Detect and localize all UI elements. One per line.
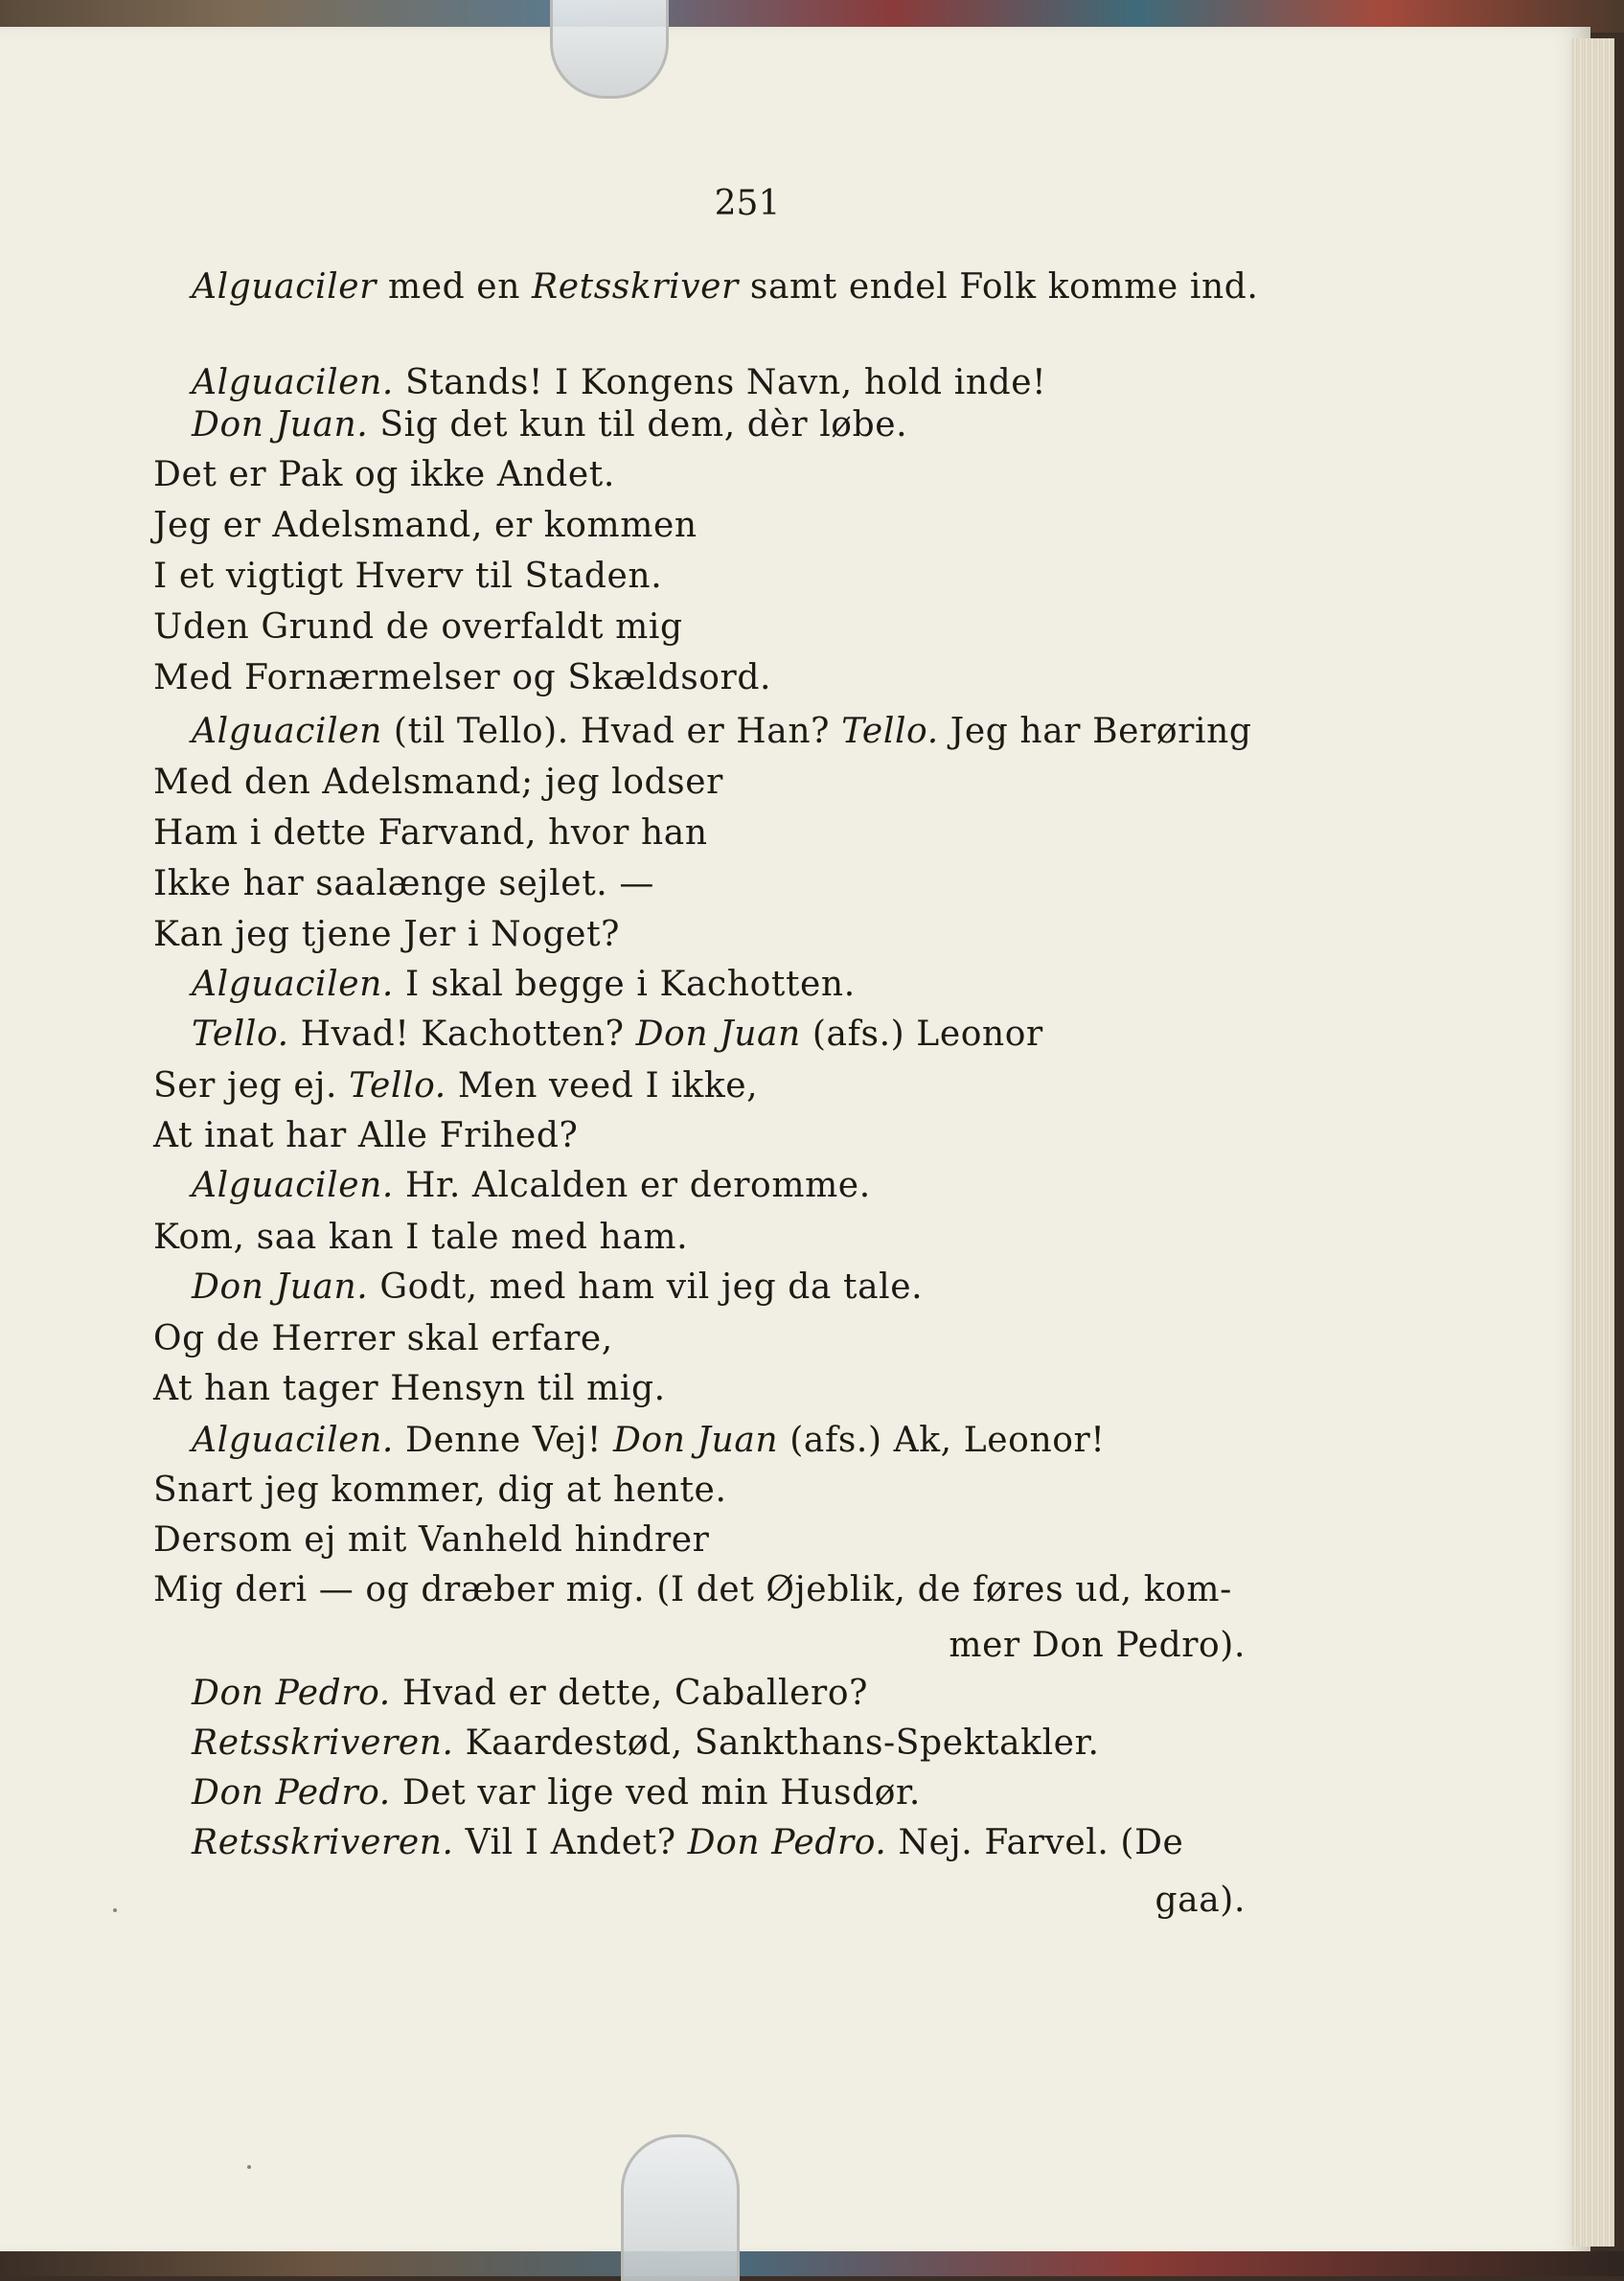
line-text: Stands! I Kongens Navn, hold inde! bbox=[393, 363, 1047, 402]
line-text: Godt, med ham vil jeg da tale. bbox=[368, 1267, 924, 1307]
verse-line bbox=[153, 912, 620, 958]
paper-speck bbox=[247, 2165, 251, 2169]
verse-line-continuation bbox=[1155, 1878, 1246, 1924]
verse-line bbox=[153, 1063, 758, 1109]
speaker-name: Don Pedro. bbox=[192, 1773, 391, 1813]
speaker-name: Tello. bbox=[841, 712, 939, 751]
line-text: Nej. Farvel. (De bbox=[886, 1823, 1184, 1862]
line-text: mer Don Pedro). bbox=[949, 1626, 1246, 1665]
speaker-name: Retsskriver bbox=[532, 267, 739, 307]
paper-speck bbox=[113, 1908, 117, 1912]
speaker-name: Don Pedro. bbox=[192, 1674, 391, 1713]
page-number: 251 bbox=[714, 184, 781, 223]
line-text: At inat har Alle Frihed? bbox=[153, 1116, 579, 1155]
line-text: Jeg er Adelsmand, er kommen bbox=[153, 506, 698, 545]
line-text: (til Tello). Hvad er Han? bbox=[381, 712, 842, 751]
line-text: Det er Pak og ikke Andet. bbox=[153, 455, 615, 494]
verse-line bbox=[192, 1671, 868, 1717]
line-text: (afs.) Ak, Leonor! bbox=[778, 1421, 1106, 1460]
stage-direction-line bbox=[192, 264, 1258, 310]
speaker-name: Tello. bbox=[192, 1015, 289, 1054]
speaker-name: Don Juan bbox=[612, 1421, 779, 1460]
verse-line bbox=[192, 709, 1252, 755]
verse-line bbox=[153, 1366, 666, 1412]
speaker-name: Don Pedro. bbox=[687, 1823, 887, 1862]
speaker-name: Don Juan. bbox=[192, 405, 369, 445]
verse-line bbox=[192, 402, 907, 448]
speaker-name: Alguacilen. bbox=[192, 965, 394, 1004]
line-text: samt endel Folk komme ind. bbox=[738, 267, 1259, 307]
line-text: I et vigtigt Hverv til Staden. bbox=[153, 557, 663, 596]
speaker-name: Alguacilen. bbox=[192, 1166, 394, 1205]
line-text: Kan jeg tjene Jer i Noget? bbox=[153, 915, 621, 954]
verse-line bbox=[192, 1770, 921, 1816]
verse-line bbox=[153, 1517, 709, 1563]
line-text: med en bbox=[376, 267, 533, 307]
verse-line bbox=[192, 1418, 1105, 1464]
verse-line bbox=[192, 1721, 1099, 1767]
speaker-name: Alguacilen. bbox=[192, 363, 394, 402]
line-text: Ser jeg ej. bbox=[153, 1066, 350, 1106]
verse-line bbox=[153, 655, 771, 701]
verse-line bbox=[153, 554, 662, 600]
speaker-name: Alguaciler bbox=[192, 267, 377, 307]
verse-line bbox=[153, 604, 683, 650]
line-text: Hvad er dette, Caballero? bbox=[390, 1674, 869, 1713]
line-text: Jeg har Berøring bbox=[938, 712, 1252, 751]
verse-line bbox=[153, 1468, 727, 1514]
page-stack-edge bbox=[1571, 38, 1614, 2247]
verse-line bbox=[192, 962, 856, 1008]
line-text: I skal begge i Kachotten. bbox=[393, 965, 856, 1004]
line-text: Kom, saa kan I tale med ham. bbox=[153, 1218, 689, 1257]
verse-line bbox=[192, 1265, 923, 1311]
speaker-name: Tello. bbox=[349, 1066, 446, 1106]
speaker-name: Don Juan. bbox=[192, 1267, 369, 1307]
verse-line bbox=[153, 1215, 688, 1261]
verse-line bbox=[153, 810, 708, 856]
line-text: Sig det kun til dem, dèr løbe. bbox=[368, 405, 908, 445]
line-text: Det var lige ved min Husdør. bbox=[390, 1773, 921, 1813]
page-clip-top bbox=[550, 0, 669, 99]
line-text: Ham i dette Farvand, hvor han bbox=[153, 813, 708, 853]
line-text: Men veed I ikke, bbox=[446, 1066, 759, 1106]
page-clip-bottom bbox=[621, 2134, 740, 2281]
speaker-name: Alguacilen bbox=[192, 712, 382, 751]
verse-line bbox=[192, 1820, 1183, 1866]
verse-line bbox=[153, 760, 723, 806]
verse-line bbox=[192, 1163, 871, 1209]
verse-line bbox=[192, 360, 1046, 406]
verse-line bbox=[153, 1113, 578, 1159]
line-text: Dersom ej mit Vanheld hindrer bbox=[153, 1520, 710, 1560]
line-text: Hr. Alcalden er deromme. bbox=[393, 1166, 871, 1205]
line-text: Mig deri — og dræber mig. (I det Øjeblik, de føres ud, kom- bbox=[153, 1570, 1232, 1609]
verse-line bbox=[153, 861, 654, 907]
line-text: gaa). bbox=[1155, 1881, 1246, 1920]
verse-line bbox=[192, 1012, 1043, 1058]
line-text: Uden Grund de overfaldt mig bbox=[153, 607, 683, 647]
line-text: Ikke har saalænge sejlet. — bbox=[153, 864, 654, 903]
verse-line bbox=[153, 1316, 613, 1362]
speaker-name: Don Juan bbox=[635, 1015, 801, 1054]
line-text: Og de Herrer skal erfare, bbox=[153, 1319, 613, 1358]
verse-line-continuation bbox=[949, 1623, 1246, 1669]
line-text: Med Fornærmelser og Skældsord. bbox=[153, 658, 772, 697]
speaker-name: Retsskriveren. bbox=[192, 1823, 454, 1862]
line-text: (afs.) Leonor bbox=[800, 1015, 1043, 1054]
verse-line bbox=[153, 503, 698, 549]
line-text: Kaardestød, Sankthans-Spektakler. bbox=[453, 1723, 1100, 1763]
speaker-name: Alguacilen. bbox=[192, 1421, 394, 1460]
verse-line bbox=[153, 452, 615, 498]
line-text: Snart jeg kommer, dig at hente. bbox=[153, 1471, 727, 1510]
line-text: At han tager Hensyn til mig. bbox=[153, 1369, 666, 1408]
verse-line bbox=[153, 1567, 1232, 1613]
line-text: Denne Vej! bbox=[393, 1421, 613, 1460]
line-text: Hvad! Kachotten? bbox=[288, 1015, 636, 1054]
speaker-name: Retsskriveren. bbox=[192, 1723, 454, 1763]
line-text: Vil I Andet? bbox=[453, 1823, 688, 1862]
book-cover-bottom-edge bbox=[0, 2251, 1624, 2276]
line-text: Med den Adelsmand; jeg lodser bbox=[153, 763, 723, 802]
